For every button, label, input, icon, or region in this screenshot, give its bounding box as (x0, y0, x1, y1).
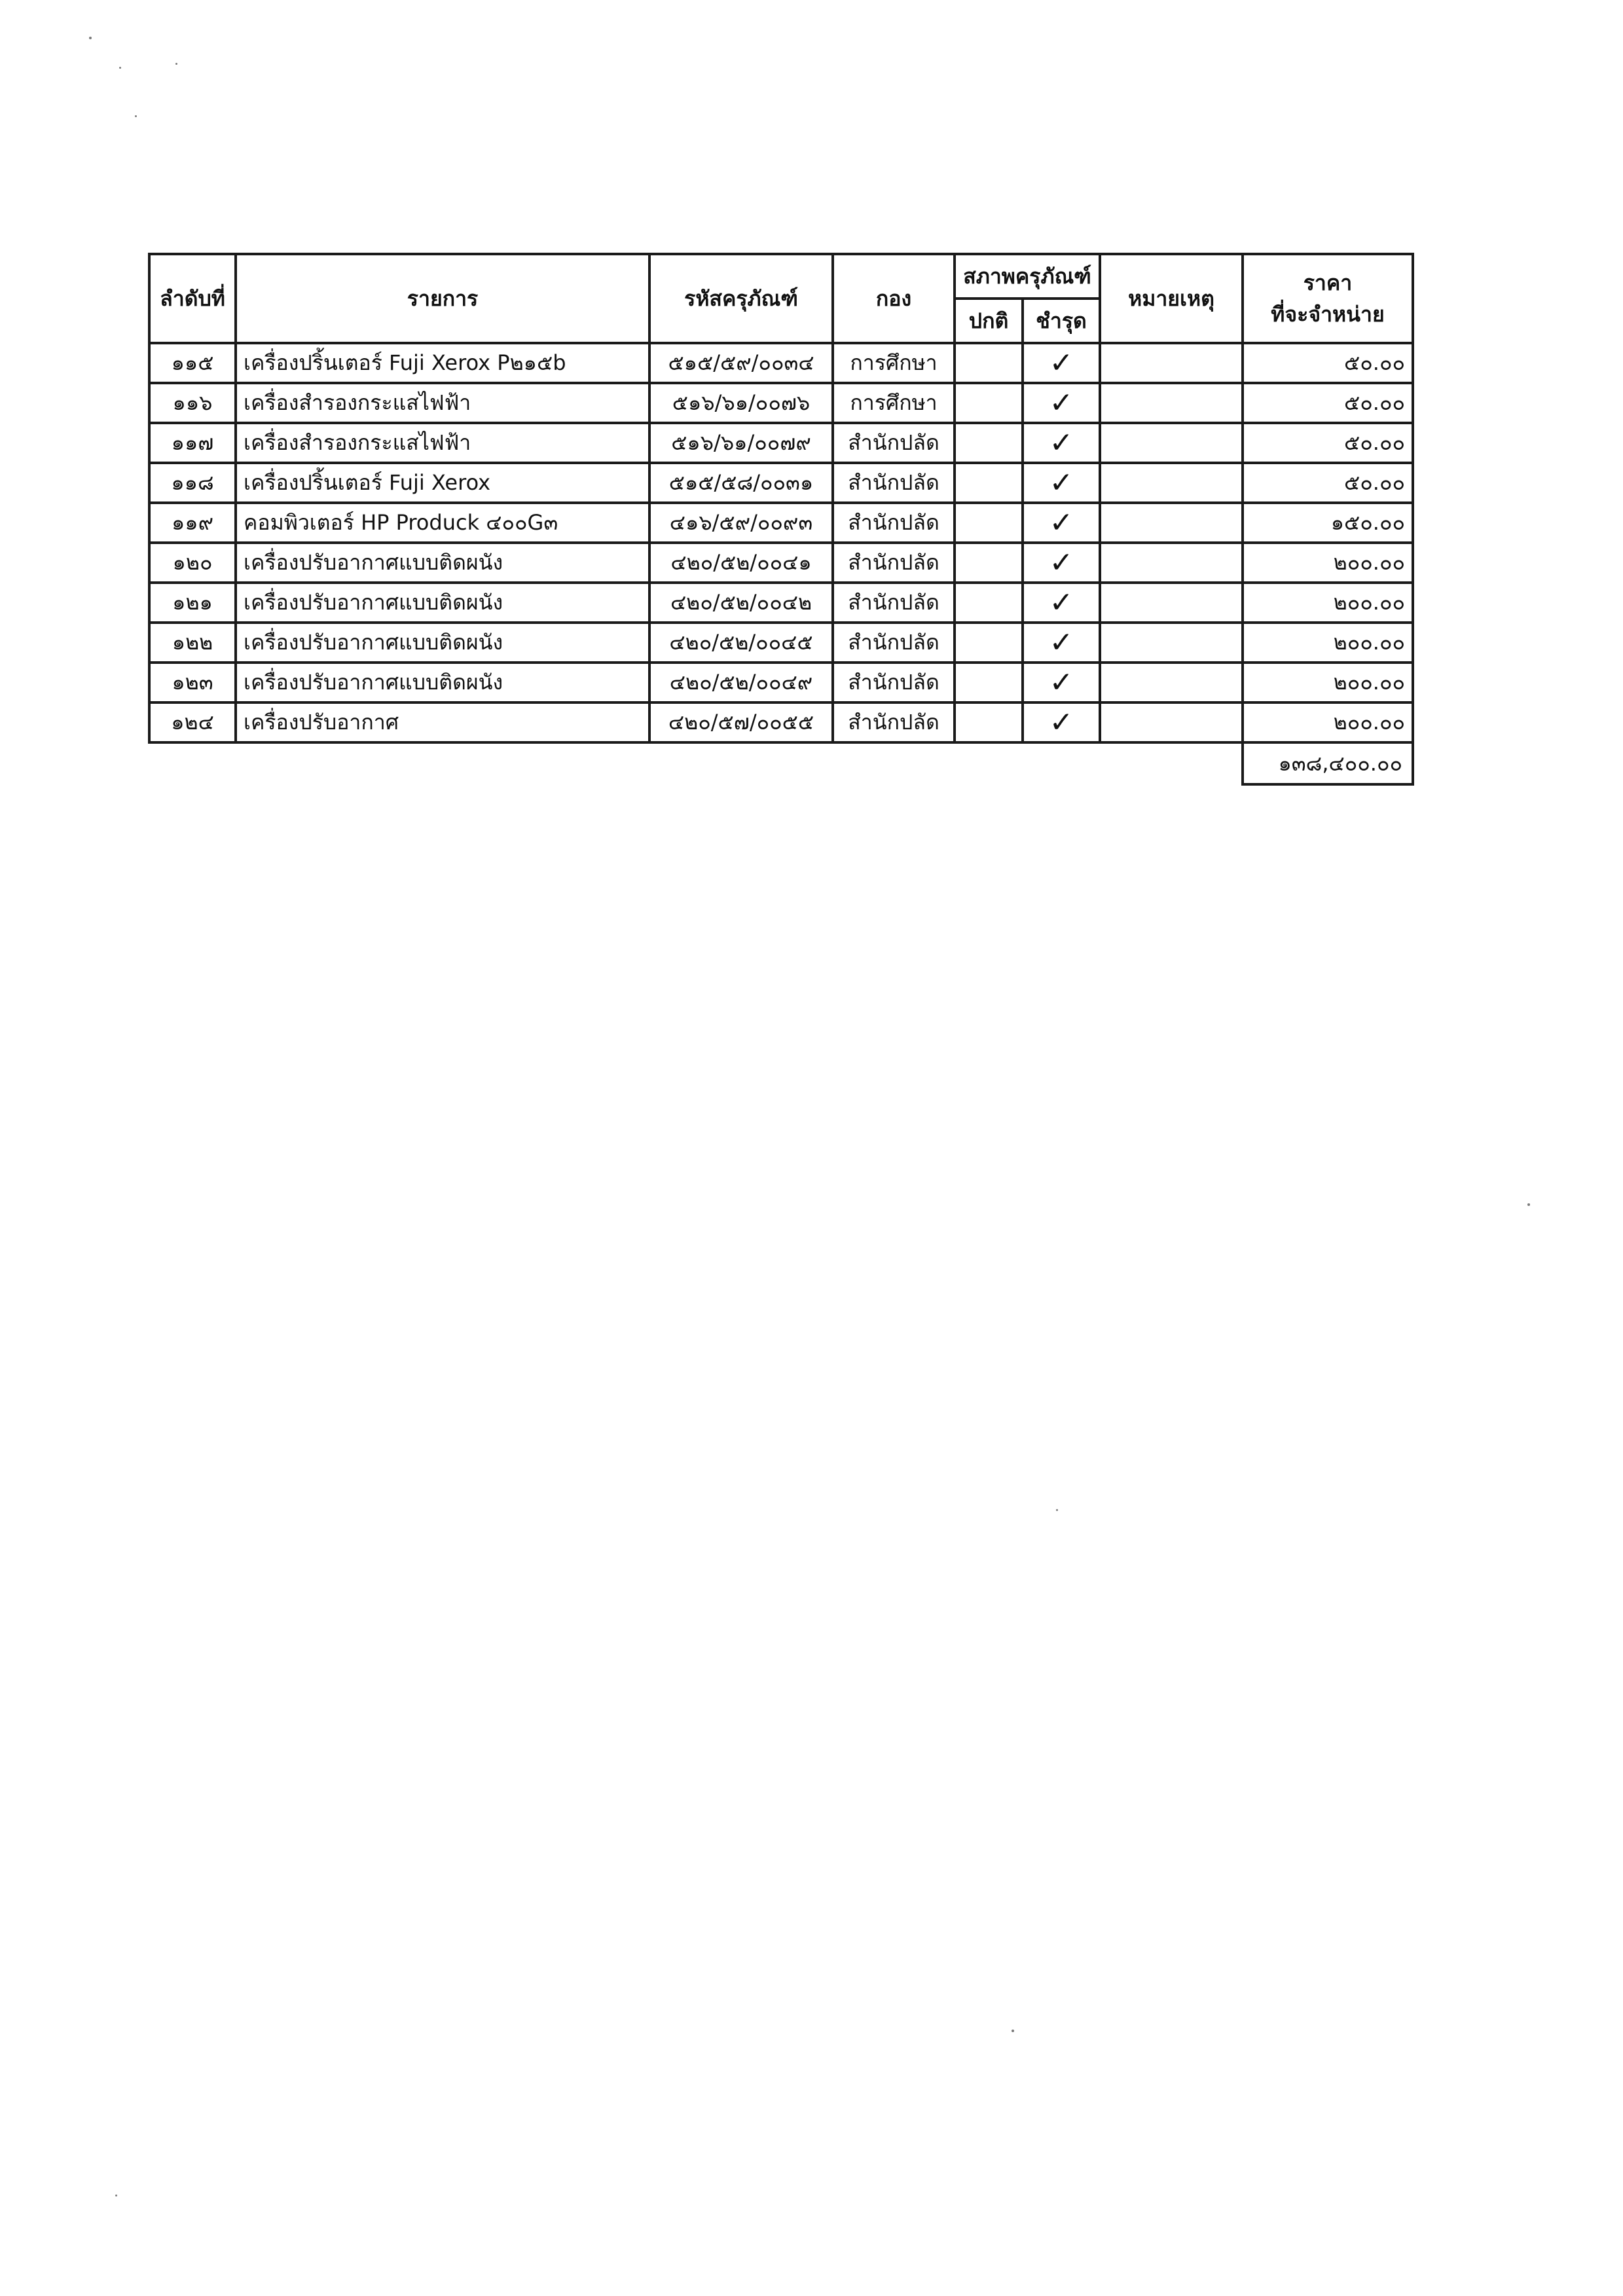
row-damaged-check: ✓ (1023, 503, 1100, 543)
row-price: ๒๐๐.๐๐ (1243, 583, 1413, 623)
row-normal (955, 543, 1023, 583)
row-division: การศึกษา (833, 343, 955, 383)
row-division: สำนักปลัด (833, 583, 955, 623)
row-normal (955, 503, 1023, 543)
table-row (149, 383, 1413, 423)
row-price: ๑๕๐.๐๐ (1243, 503, 1413, 543)
row-item: เครื่องสำรองกระแสไฟฟ้า (236, 383, 649, 423)
row-no: ๑๑๙ (149, 503, 236, 543)
row-item: เครื่องปรับอากาศแบบติดผนัง (236, 543, 649, 583)
row-item: เครื่องปรับอากาศแบบติดผนัง (236, 663, 649, 702)
row-item: เครื่องปริ้นเตอร์ Fuji Xerox P๒๑๕b (236, 343, 649, 383)
row-price: ๒๐๐.๐๐ (1243, 663, 1413, 702)
row-code: ๕๑๖/๖๑/๐๐๗๙ (649, 423, 833, 463)
row-code: ๕๑๕/๕๙/๐๐๓๔ (649, 343, 833, 383)
row-price: ๒๐๐.๐๐ (1243, 623, 1413, 663)
row-damaged-check: ✓ (1023, 383, 1100, 423)
total-row (149, 742, 1413, 784)
row-normal (955, 463, 1023, 503)
row-price: ๕๐.๐๐ (1243, 343, 1413, 383)
header-condition: สภาพครุภัณฑ์ (955, 254, 1100, 299)
row-item: คอมพิวเตอร์ HP Produck ๔๐๐G๓ (236, 503, 649, 543)
row-no: ๑๒๑ (149, 583, 236, 623)
row-price: ๕๐.๐๐ (1243, 463, 1413, 503)
row-remark (1100, 663, 1243, 702)
row-normal (955, 423, 1023, 463)
row-item: เครื่องปรับอากาศ (236, 702, 649, 742)
row-no: ๑๑๕ (149, 343, 236, 383)
table-body (149, 343, 1413, 742)
asset-disposal-table (148, 253, 1414, 786)
row-damaged-check: ✓ (1023, 623, 1100, 663)
row-code: ๕๑๖/๖๑/๐๐๗๖ (649, 383, 833, 423)
row-normal (955, 623, 1023, 663)
row-code: ๔๑๖/๕๙/๐๐๙๓ (649, 503, 833, 543)
header-price-line1: ราคา (1303, 270, 1353, 295)
header-item: รายการ (236, 254, 649, 343)
row-damaged-check: ✓ (1023, 583, 1100, 623)
row-division: สำนักปลัด (833, 463, 955, 503)
row-remark (1100, 343, 1243, 383)
row-item: เครื่องปรับอากาศแบบติดผนัง (236, 583, 649, 623)
row-division: สำนักปลัด (833, 663, 955, 702)
row-item: เครื่องปริ้นเตอร์ Fuji Xerox (236, 463, 649, 503)
row-no: ๑๒๔ (149, 702, 236, 742)
table-header-row (149, 254, 1413, 299)
row-remark (1100, 623, 1243, 663)
table-row (149, 663, 1413, 702)
header-normal: ปกติ (955, 299, 1023, 343)
row-price: ๕๐.๐๐ (1243, 423, 1413, 463)
row-remark (1100, 463, 1243, 503)
row-item: เครื่องสำรองกระแสไฟฟ้า (236, 423, 649, 463)
row-remark (1100, 543, 1243, 583)
row-division: สำนักปลัด (833, 503, 955, 543)
header-division: กอง (833, 254, 955, 343)
row-normal (955, 383, 1023, 423)
row-no: ๑๑๘ (149, 463, 236, 503)
row-no: ๑๒๓ (149, 663, 236, 702)
header-price-line2: ที่จะจำหน่าย (1271, 302, 1385, 327)
table-row (149, 343, 1413, 383)
table-row (149, 463, 1413, 503)
header-code: รหัสครุภัณฑ์ (649, 254, 833, 343)
row-damaged-check: ✓ (1023, 543, 1100, 583)
row-no: ๑๒๒ (149, 623, 236, 663)
header-price (1243, 254, 1413, 343)
row-damaged-check: ✓ (1023, 663, 1100, 702)
header-damaged: ชำรุด (1023, 299, 1100, 343)
total-price-cell: ๑๓๘,๔๐๐.๐๐ (1243, 742, 1413, 784)
row-price: ๕๐.๐๐ (1243, 383, 1413, 423)
header-remark: หมายเหตุ (1100, 254, 1243, 343)
row-division: สำนักปลัด (833, 623, 955, 663)
row-damaged-check: ✓ (1023, 343, 1100, 383)
row-code: ๔๒๐/๕๒/๐๐๔๒ (649, 583, 833, 623)
row-damaged-check: ✓ (1023, 702, 1100, 742)
row-damaged-check: ✓ (1023, 463, 1100, 503)
row-division: สำนักปลัด (833, 543, 955, 583)
row-remark (1100, 503, 1243, 543)
header-no: ลำดับที่ (149, 254, 236, 343)
row-division: สำนักปลัด (833, 702, 955, 742)
row-normal (955, 583, 1023, 623)
row-remark (1100, 583, 1243, 623)
row-code: ๔๒๐/๕๒/๐๐๔๕ (649, 623, 833, 663)
row-division: การศึกษา (833, 383, 955, 423)
row-remark (1100, 423, 1243, 463)
table-row (149, 702, 1413, 742)
row-normal (955, 702, 1023, 742)
row-code: ๔๒๐/๕๒/๐๐๔๑ (649, 543, 833, 583)
row-no: ๑๒๐ (149, 543, 236, 583)
row-damaged-check: ✓ (1023, 423, 1100, 463)
row-price: ๒๐๐.๐๐ (1243, 702, 1413, 742)
row-remark (1100, 383, 1243, 423)
row-no: ๑๑๗ (149, 423, 236, 463)
row-code: ๔๒๐/๕๒/๐๐๔๙ (649, 663, 833, 702)
row-price: ๒๐๐.๐๐ (1243, 543, 1413, 583)
table-row (149, 543, 1413, 583)
table-row (149, 583, 1413, 623)
total-spacer (149, 742, 1243, 784)
table-row (149, 423, 1413, 463)
row-no: ๑๑๖ (149, 383, 236, 423)
row-normal (955, 663, 1023, 702)
table-row (149, 623, 1413, 663)
row-code: ๔๒๐/๕๗/๐๐๕๕ (649, 702, 833, 742)
row-remark (1100, 702, 1243, 742)
row-code: ๕๑๕/๕๘/๐๐๓๑ (649, 463, 833, 503)
row-normal (955, 343, 1023, 383)
row-item: เครื่องปรับอากาศแบบติดผนัง (236, 623, 649, 663)
table-row (149, 503, 1413, 543)
row-division: สำนักปลัด (833, 423, 955, 463)
